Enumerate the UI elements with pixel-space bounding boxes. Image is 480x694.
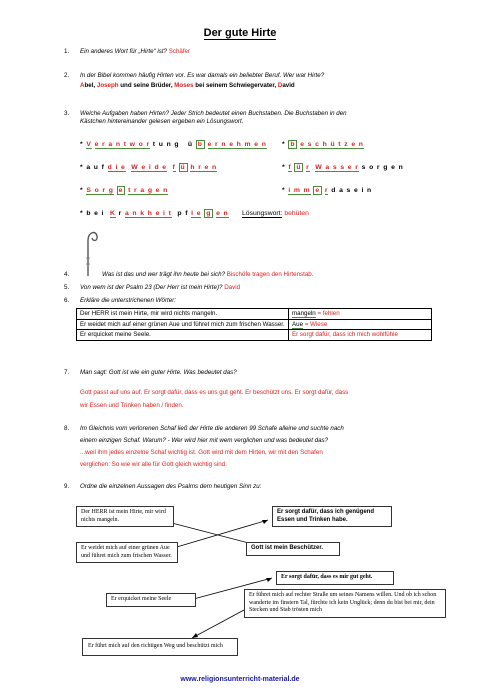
table-cell-left: Er erquicket meine Seele. bbox=[77, 330, 289, 341]
puzzle-wasser: * f ü r W a s s e r s o r g e n bbox=[282, 164, 404, 171]
q8-answer-line2: verglichen: So wie wir alle für Gott gleich wichtig sind. bbox=[80, 461, 227, 468]
page-title: Der gute Hirte bbox=[203, 27, 277, 39]
q4-text: Was ist das und wer trägt ihn heute bei sich? bbox=[102, 271, 226, 278]
q5-text: Von wem ist der Psalm 23 (Der Herr ist mein Hirte)? bbox=[80, 284, 223, 291]
puzzle-sorge: * S o r g e t r a g e n bbox=[80, 187, 169, 194]
puzzle-beschuetzen: * b e s c h ü t z e n bbox=[282, 141, 364, 148]
match-box-psalm-4: Er führet mich auf rechter Straße um seines Namens willen. Und ob ich schon wanderte im finstern Tal, fürchte ich kein Unglück; denn du bist bei mir, dein Stecken und Stab trösten mich bbox=[244, 589, 446, 618]
puzzle-weide: * a u f d i e W e i d e f ü h r e n bbox=[80, 164, 218, 171]
q7-answer-line2: wir Essen und Trinken haben / finden. bbox=[80, 402, 184, 409]
term: mangeln bbox=[292, 310, 316, 317]
definition: = Wiese bbox=[304, 320, 328, 328]
match-box-meaning-3: Er sorgt dafür, dass es mir gut geht. bbox=[276, 571, 394, 585]
q2-a3: Joseph bbox=[96, 82, 119, 89]
loesung-value: behüten bbox=[284, 210, 309, 217]
q4-answer: Bischöfe tragen den Hirtenstab. bbox=[226, 271, 314, 278]
q5-number: 5. bbox=[64, 284, 70, 291]
match-box-meaning-4: Er führt mich auf den richtigen Weg und beschützt mich bbox=[82, 638, 238, 656]
puzzle-krankheit: * b e i K r a n k h e i t p f l e g e n bbox=[80, 210, 229, 217]
q7-number: 7. bbox=[64, 369, 70, 376]
match-box-psalm-1: Der HERR ist mein Hirte, mir wird nichts mangeln. bbox=[76, 506, 174, 527]
q5-answer: David bbox=[224, 284, 241, 291]
q8-answer-line1: ...weil ihm jedes einzelne Schaf wichtig ist. Gott wird mit dem Hirten, wir mit den Schafen bbox=[80, 449, 323, 456]
match-box-meaning-2: Gott ist mein Beschützer. bbox=[246, 542, 340, 556]
q2-a4: und seine Brüder, bbox=[120, 82, 173, 89]
definition: Er sorgt dafür, dass ich mich wohlfühle bbox=[292, 331, 398, 338]
q1-answer: Schäfer bbox=[168, 48, 191, 55]
q3-line2: Kästchen hintereinander gelesen ergeben ein Lösungswort. bbox=[80, 118, 244, 125]
puzzle-verantwortung: * V e r a n t w o r t u n g ü b e r n e h m e n bbox=[80, 141, 267, 148]
loesung-label: Lösungswort: bbox=[242, 210, 283, 217]
q1-number: 1. bbox=[64, 48, 70, 55]
term: Aue bbox=[292, 320, 304, 328]
q3-number: 3. bbox=[64, 110, 70, 117]
match-box-psalm-3: Er erquicket meine Seele bbox=[106, 593, 196, 607]
table-cell-left: Er weidet mich auf einer grünen Aue und führet mich zum frischen Wasser. bbox=[77, 319, 289, 330]
q2-a6: bei seinem Schwiegervater, bbox=[195, 82, 277, 89]
q4-number: 4. bbox=[64, 271, 70, 278]
q2-a5: Moses bbox=[174, 82, 194, 89]
q7-answer-line1: Gott passt auf uns auf. Er sorgt dafür, dass es uns gut geht. Er beschützt uns. Er sorgt dafür, dass bbox=[80, 389, 349, 396]
q9-text: Ordne die einzelnen Aussagen des Psalms dem heutigen Sinn zu: bbox=[80, 483, 262, 490]
q7-text: Man sagt: Gott ist wie ein guter Hirte. Was bedeutet das? bbox=[80, 369, 237, 376]
q2-question: In der Bibel kommen häufig Hirten vor. Es war damals ein beliebter Beruf. Wer war Hirte? bbox=[80, 72, 325, 79]
match-box-psalm-2: Er weidet mich auf einer grünen Aue und führet mich zum frischen Wasser. bbox=[76, 542, 178, 563]
definition: = fehlen bbox=[317, 310, 340, 317]
footer-url[interactable]: www.religionsunterricht-material.de bbox=[180, 676, 300, 683]
table-cell-left: Der HERR ist mein Hirte, mir wird nichts mangeln. bbox=[77, 309, 289, 320]
puzzle-immer: * i m m e r d a s e i n bbox=[282, 187, 373, 194]
q1-text: Ein anderes Wort für „Hirte“ ist? bbox=[80, 48, 167, 55]
q9-number: 9. bbox=[64, 483, 70, 490]
q2-a8: avid bbox=[282, 82, 295, 89]
q8-number: 8. bbox=[64, 425, 70, 432]
q2-number: 2. bbox=[64, 72, 70, 79]
q8-line1: Im Gleichnis vom verlorenen Schaf ließ der Hirte die anderen 99 Schafe alleine und suchte nach bbox=[80, 425, 344, 432]
match-box-meaning-1: Er sorgt dafür, dass ich genügend Essen und Trinken habe. bbox=[272, 506, 392, 527]
q2-a1: A bbox=[80, 82, 85, 89]
q6-text: Erkläre die unterstrichenen Wörter: bbox=[80, 297, 176, 304]
q2-a7: D bbox=[277, 82, 283, 89]
q8-line2: einem einzigen Schaf. Warum? - Wer wird hier mit wem verglichen und was bedeutet das? bbox=[80, 437, 329, 444]
q6-number: 6. bbox=[64, 297, 70, 304]
q2-a2: bel, bbox=[84, 82, 96, 89]
q3-line1: Welche Aufgaben haben Hirten? Jeder Strich bedeutet einen Buchstaben. Die Buchstaben in den bbox=[80, 110, 347, 117]
